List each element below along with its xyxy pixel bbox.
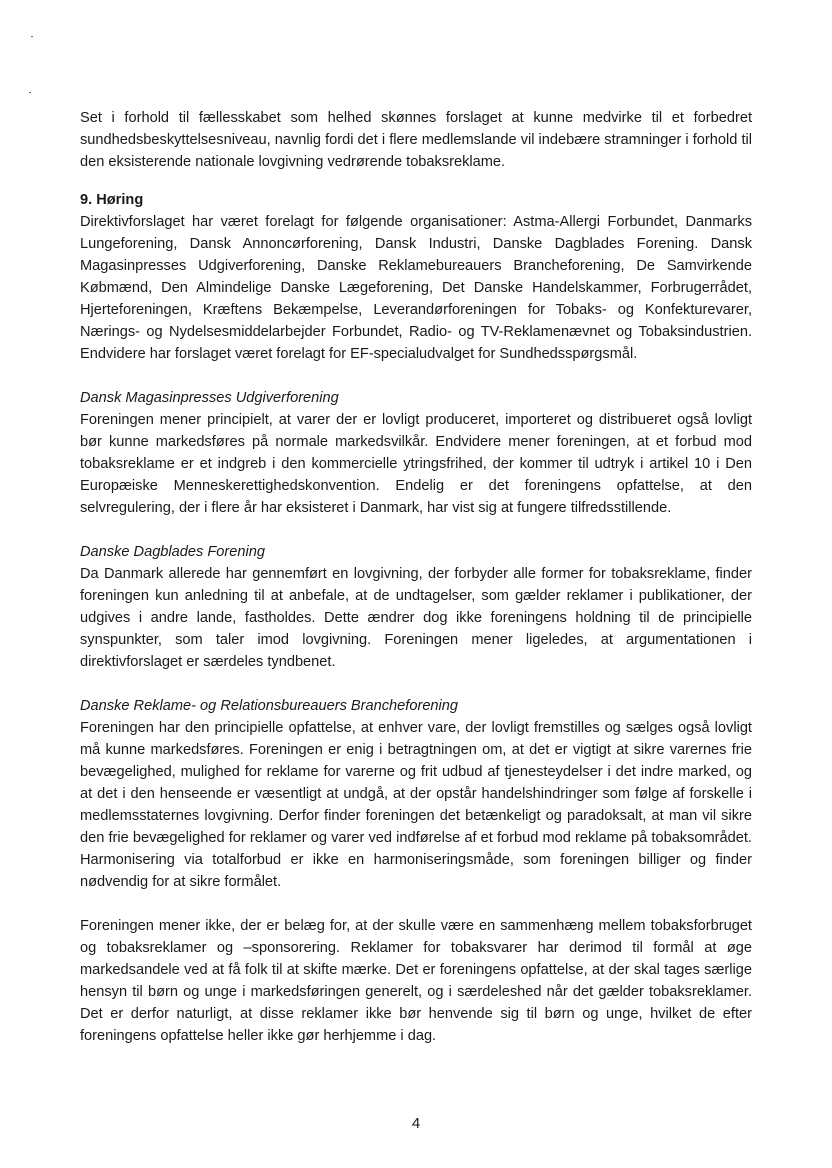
page-number: 4 bbox=[411, 1115, 421, 1132]
document-body bbox=[80, 107, 752, 1047]
response-paragraph: Da Danmark allerede har gennemført en lovgivning, der forbyder alle former for tobaksreklame, finder foreningen kun anledning til at anbefale, at de undtagelser, som gælder reklamer i publikationer, der udgives i andre lande, fastholdes. Dette ændrer dog ikke foreningens holdning til de principielle synspunkter, som taler imod lovgivning. Foreningen mener ligeledes, at argumentationen i direktivforslaget er særdeles tyndbenet. bbox=[80, 566, 752, 670]
response-paragraph: Foreningen har den principielle opfattelse, at enhver vare, der lovligt fremstilles og sælges også lovligt må kunne markedsføres. Foreningen er enig i betragtningen om, at det er vigtigt at sikre varernes frie bevægelighed, mulighed for reklame for varerne og frit udbud af tjenesteydelser i det indre marked, og at det i den henseende er væsentligt at undgå, at der opstår handelshindringer som følge af forskelle i medlemsstaternes lovgivning. Derfor finder foreningen det betænkeligt og paradoksalt, at man vil sikre den frie bevægelighed for reklamer og varer ved indførelse af et forbud mod reklame på tobaksområdet. Harmonisering via totalforbud er ikke en harmoniseringsmåde, som foreningen billiger og finder nødvendig for at sikre formålet. bbox=[80, 720, 752, 890]
organisation-heading: Danske Dagblades Forening bbox=[80, 544, 265, 560]
organisation-heading: Danske Reklame- og Relationsbureauers Brancheforening bbox=[80, 698, 459, 714]
organisation-heading: Dansk Magasinpresses Udgiverforening bbox=[80, 390, 339, 406]
response-block bbox=[80, 541, 752, 673]
section-paragraph: Direktivforslaget har været forelagt for følgende organisationer: Astma-Allergi Forbundet, Danmarks Lungeforening, Dansk Annoncørforening, Dansk Industri, Danske Dagblades Forening. Dansk Magasinpresses Udgiverforening, Danske Reklamebureauers Brancheforening, De Samvirkende Købmænd, Den Almindelige Danske Lægeforening, Det Danske Handelskammer, Forbrugerrådet, Hjerteforeningen, Kræftens Bekæmpelse, Leverandørforeningen for Tobaks- og Konfekturevarer, Nærings- og Nydelsesmiddelarbejder Forbundet, Radio- og TV-Reklamenævnet og Tobaksindustrien. Endvidere har forslaget været forelagt for EF-specialudvalget for Sundhedsspørgsmål. bbox=[80, 214, 752, 362]
scan-speck bbox=[29, 92, 31, 93]
response-paragraph: Foreningen mener principielt, at varer der er lovligt produceret, importeret og distribueret også lovligt bør kunne markedsføres på normale markedsvilkår. Endvidere mener foreningen, at et forbud mod tobaksreklame er et indgreb i den kommercielle ytringsfrihed, der kommer til udtryk i artikel 10 i Den Europæiske Menneskerettighedskonvention. Endelig er det foreningens opfattelse, at den selvregulering, der i flere år har eksisteret i Danmark, har vist sig at fungere tilfredsstillende. bbox=[80, 412, 752, 516]
response-paragraph: Foreningen mener ikke, der er belæg for, at der skulle være en sammenhæng mellem tobaksforbruget og tobaksreklamer og –sponsorering. Reklamer for tobaksvarer har derimod til formål at øge markedsandele ved at få folk til at skifte mærke. Det er foreningens opfattelse, at der skal tages særlige hensyn til børn og unge i markedsføringen generelt, og i særdeleshed når det gælder tobaksreklamer. Det er derfor naturligt, at disse reklamer ikke bør henvende sig til børn og unge, hvilket de efter foreningens opfattelse heller ikke gør herhjemme i dag. bbox=[80, 918, 752, 1044]
response-continuation bbox=[80, 915, 752, 1047]
response-block bbox=[80, 695, 752, 893]
scan-speck bbox=[31, 36, 33, 37]
intro-paragraph: Set i forhold til fællesskabet som helhed skønnes forslaget at kunne medvirke til et forbedret sundhedsbeskyttelsesniveau, navnlig fordi det i flere medlemslande vil indebære stramninger i forhold til den eksisterende nationale lovgivning vedrørende tobaksreklame. bbox=[80, 110, 752, 170]
section-heading: 9. Høring bbox=[80, 192, 144, 208]
response-block bbox=[80, 387, 752, 519]
section-hoering bbox=[80, 189, 752, 365]
